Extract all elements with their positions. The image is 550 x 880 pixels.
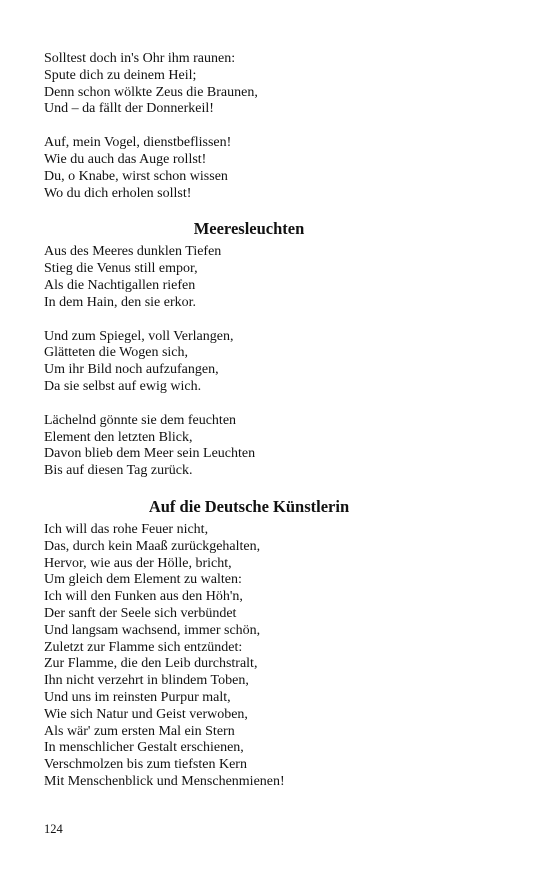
- verse-line: Wo du dich erholen sollst!: [44, 185, 192, 201]
- verse-line: Bis auf diesen Tag zurück.: [44, 463, 193, 479]
- verse-line: Verschmolzen bis zum tiefsten Kern: [44, 757, 247, 773]
- stanza: [44, 51, 514, 118]
- stanza: [44, 329, 514, 396]
- page-number: 124: [44, 822, 63, 836]
- poem-title: Auf die Deutsche Künstlerin: [148, 496, 350, 516]
- poem-meeresleuchten: [44, 244, 514, 480]
- verse-line: Ihn nicht verzehrt in blindem Toben,: [44, 673, 249, 689]
- stanza: [44, 413, 514, 480]
- verse-line: Und langsam wachsend, immer schön,: [44, 622, 261, 638]
- verse-line: Zur Flamme, die den Leib durchstralt,: [44, 656, 258, 672]
- verse-line: Aus des Meeres dunklen Tiefen: [44, 244, 222, 260]
- verse-line: Und zum Spiegel, voll Verlangen,: [44, 328, 234, 344]
- verse-line: Auf, mein Vogel, dienstbeflissen!: [44, 135, 232, 151]
- verse-line: Das, durch kein Maaß zurückgehalten,: [44, 538, 261, 554]
- verse-line: Und uns im reinsten Purpur malt,: [44, 689, 231, 705]
- verse-line: Wie sich Natur und Geist verwoben,: [44, 706, 248, 722]
- verse-line: Solltest doch in's Ohr ihm raunen:: [44, 51, 236, 66]
- verse-line: Wie du auch das Auge rollst!: [44, 151, 207, 167]
- verse-line: Glätteten die Wogen sich,: [44, 345, 189, 361]
- verse-line: Zuletzt zur Flamme sich entzündet:: [44, 639, 243, 655]
- verse-line: Mit Menschenblick und Menschenmienen!: [44, 773, 285, 789]
- verse-line: Davon blieb dem Meer sein Leuchten: [44, 446, 256, 462]
- verse-line: Element den letzten Blick,: [44, 429, 193, 445]
- verse-line: Und – da fällt der Donnerkeil!: [44, 101, 214, 117]
- poem-title: Meeresleuchten: [193, 219, 305, 239]
- stanza: [44, 135, 514, 202]
- verse-line: Lächelnd gönnte sie dem feuchten: [44, 412, 237, 428]
- stanza: [44, 244, 514, 311]
- verse-line: Stieg die Venus still empor,: [44, 261, 198, 277]
- verse-line: Du, o Knabe, wirst schon wissen: [44, 168, 228, 184]
- verse-line: Hervor, wie aus der Hölle, bricht,: [44, 555, 232, 571]
- verse-line: Der sanft der Seele sich verbündet: [44, 605, 237, 621]
- verse-line: Da sie selbst auf ewig wich.: [44, 378, 202, 394]
- poem-continuation: [44, 51, 514, 202]
- verse-line: Um gleich dem Element zu walten:: [44, 572, 242, 588]
- poem-kuenstlerin: [44, 522, 514, 791]
- verse-line: In dem Hain, den sie erkor.: [44, 294, 197, 310]
- verse-line: Als wär' zum ersten Mal ein Stern: [44, 723, 235, 739]
- verse-line: Ich will den Funken aus den Höh'n,: [44, 589, 243, 605]
- verse-line: Spute dich zu deinem Heil;: [44, 67, 197, 83]
- page-body: [44, 51, 514, 791]
- verse-line: Denn schon wölkte Zeus die Braunen,: [44, 84, 258, 100]
- stanza: [44, 522, 514, 791]
- verse-line: Ich will das rohe Feuer nicht,: [44, 521, 209, 537]
- verse-line: Als die Nachtigallen riefen: [44, 277, 196, 293]
- verse-line: Um ihr Bild noch aufzufangen,: [44, 362, 219, 378]
- verse-line: In menschlicher Gestalt erschienen,: [44, 740, 244, 756]
